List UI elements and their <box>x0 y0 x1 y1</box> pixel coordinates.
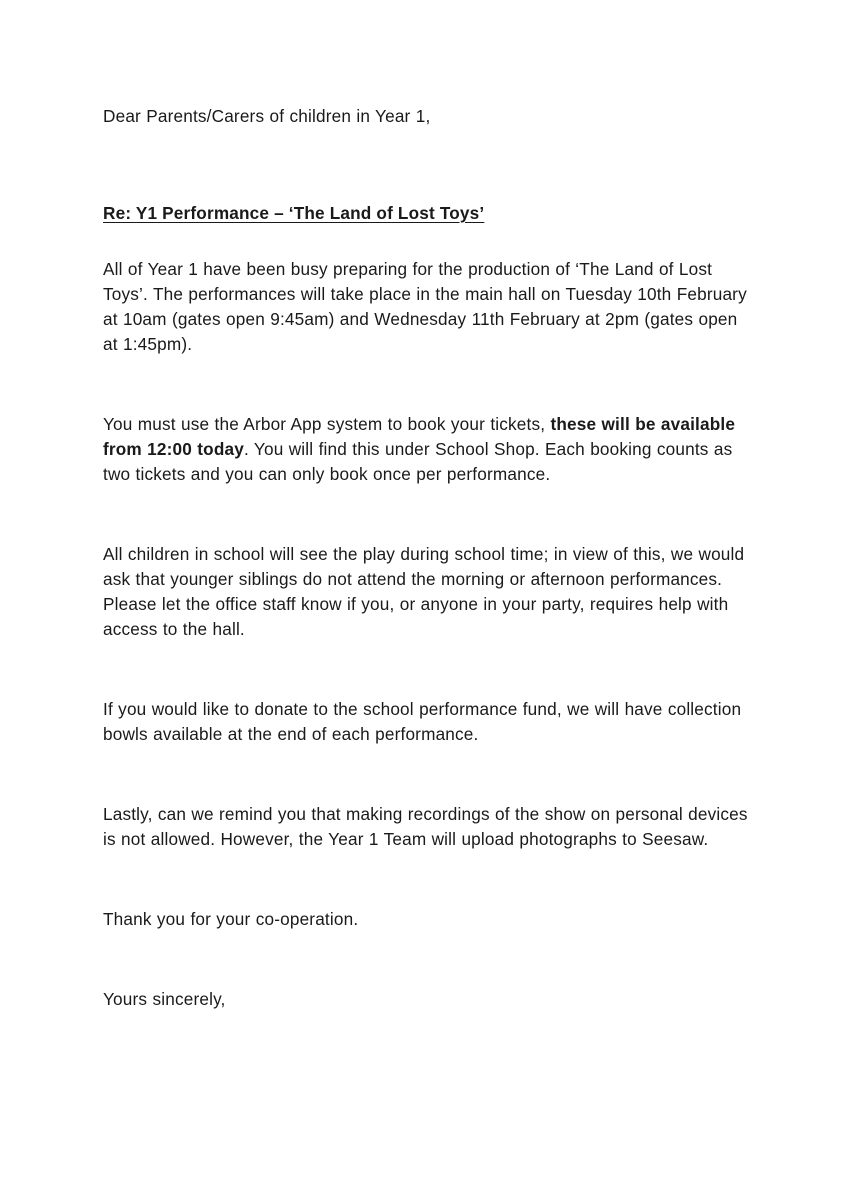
paragraph-booking <box>103 412 748 487</box>
spacer-after-thanks <box>103 932 748 987</box>
spacer-after-production <box>103 357 748 412</box>
paragraph-thanks: Thank you for your co-operation. <box>103 909 359 929</box>
booking-text-part-two: . You will find this under School Shop. Each booking counts as two tickets and you can only book once per performance. <box>103 439 733 484</box>
paragraph-recordings: Lastly, can we remind you that making recordings of the show on personal devices is not allowed. However, the Year 1 Team will upload photographs to Seesaw. <box>103 804 748 849</box>
spacer-after-siblings <box>103 642 748 697</box>
spacer-after-recordings <box>103 852 748 907</box>
subject-heading: Re: Y1 Performance – ‘The Land of Lost Toys’ <box>103 203 485 223</box>
spacer-after-heading <box>103 226 748 257</box>
letter-body <box>103 104 748 1012</box>
salutation-line: Dear Parents/Carers of children in Year 1, <box>103 106 431 126</box>
sign-off-line: Yours sincerely, <box>103 989 226 1009</box>
spacer-after-donations <box>103 747 748 802</box>
booking-text-bold-availability: these will be available from 12:00 today <box>103 414 736 459</box>
spacer-after-booking <box>103 487 748 542</box>
paragraph-production-details: All of Year 1 have been busy preparing for the production of ‘The Land of Lost Toys’. The performances will take place in the main hall on Tuesday 10th February at 10am (gates open 9:45am) and Wednesday 11th February at 2pm (gates open at 1:45pm). <box>103 259 747 354</box>
booking-text-part-one: You must use the Arbor App system to book your tickets, <box>103 414 551 434</box>
paragraph-donations: If you would like to donate to the school performance fund, we will have collection bowls available at the end of each performance. <box>103 699 742 744</box>
spacer-after-salutation <box>103 129 748 201</box>
paragraph-siblings-access: All children in school will see the play during school time; in view of this, we would ask that younger siblings do not attend the morning or afternoon performances. Please let the office staff know if you, or anyone in your party, requires help with access to the hall. <box>103 544 745 639</box>
